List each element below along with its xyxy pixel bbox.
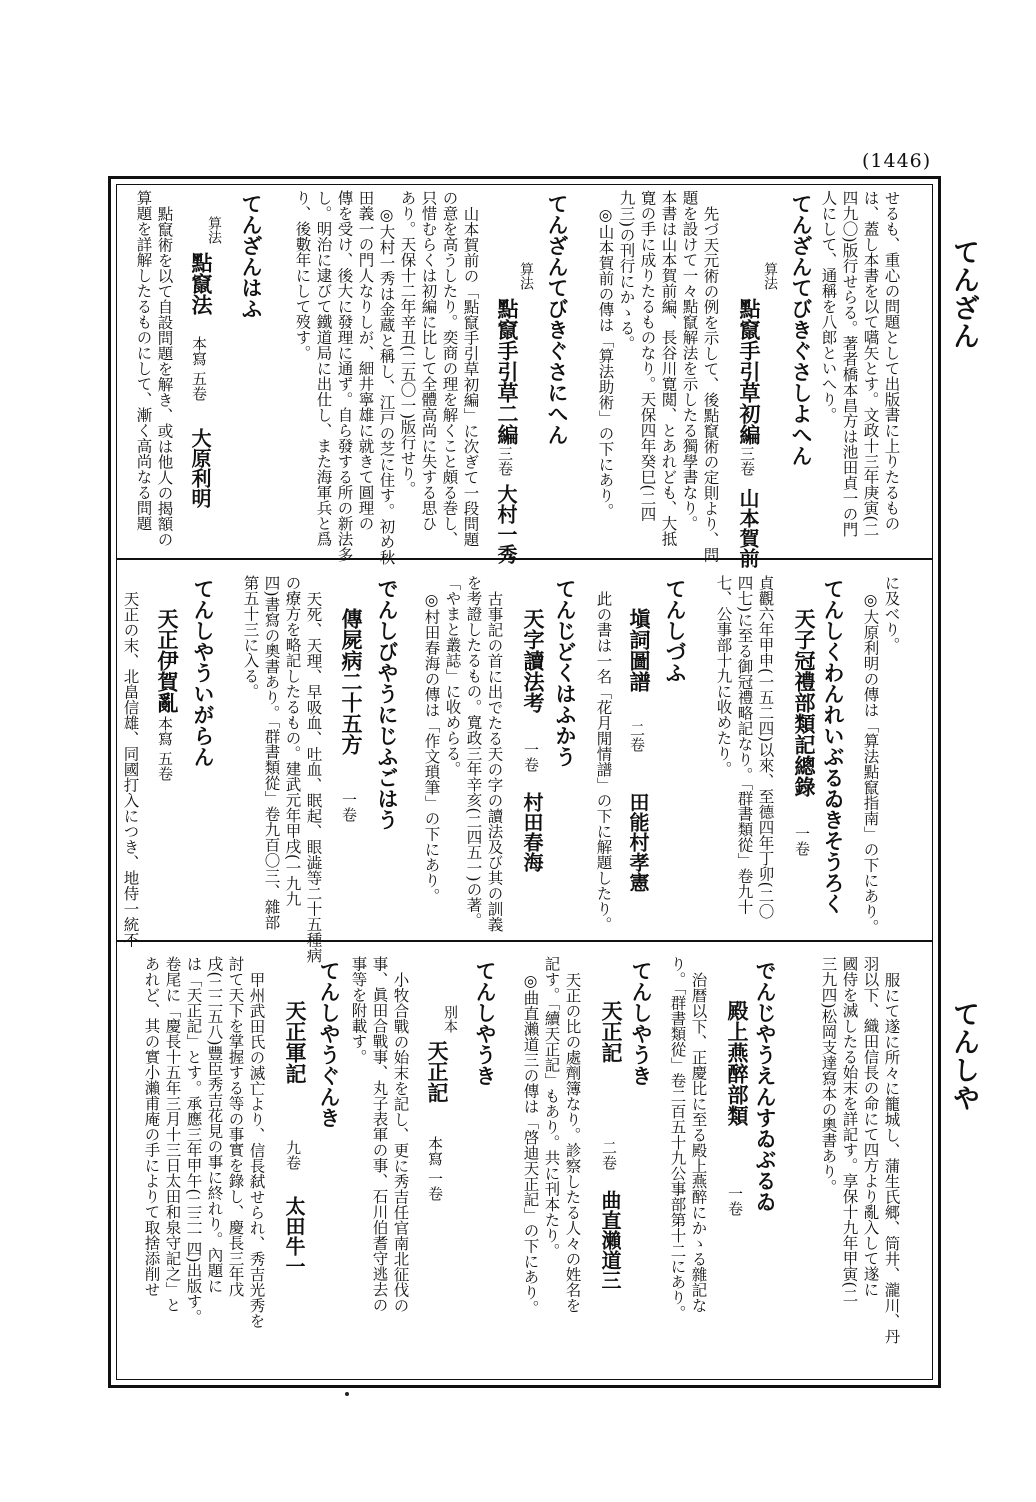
text-column: 三九四)松岡支達寫本の奧書あり。 (819, 956, 838, 1195)
entry-prefix: 別本 (442, 1005, 458, 1033)
entry-author: 山本賀前 (736, 488, 760, 568)
entry-volumes: 二卷 (628, 722, 646, 752)
entry-title: 天正伊賀亂 (155, 608, 180, 713)
entry-title: 天正記 (425, 1040, 450, 1103)
text-column: 事、眞田合戰事、丸子表軍の事、石川伯耆守逃去の (370, 956, 389, 1313)
text-column: 寛の手に成りたるものなり。天保四年癸巳(二四 (638, 190, 657, 522)
entry-volumes: 本寫 五卷 (156, 716, 174, 781)
entry-volumes: 一卷 (726, 1186, 744, 1216)
text-column: ◎山本賀前の傳は「算法助術」の下にあり。 (596, 206, 615, 519)
text-column: 服にて遂に所々に籠城し、蒲生氏郷、筒井、瀧川、丹 (882, 972, 901, 1344)
entry-headword: てんしやういがらん (191, 578, 216, 767)
text-column: 四七)に至る御冠禮略記なり。「群書類從」卷九十 (735, 575, 754, 915)
entry-title: 點竄手引草初編 (737, 298, 762, 445)
entry-title: 天正軍記 (283, 1000, 308, 1084)
page-number: (1446) (862, 150, 932, 172)
entry-headword: てんしづふ (663, 578, 688, 683)
text-column: 四九〇)版行せらる。著者橋本昌方は池田貞一の門 (840, 190, 859, 538)
entry-volumes: 本寫 五卷 (190, 336, 208, 401)
text-column: 傳を受け、後大に發理に通ず。自ら發する所の新法多 (335, 190, 354, 562)
entry-headword: てんしやうぐんき (317, 960, 342, 1128)
text-column: ◎大原利明の傳は「算法點竄指南」の下にあり。 (861, 591, 880, 935)
entry-volumes: 一卷 (522, 742, 540, 772)
entry-title: 點竄手引草二編 (495, 298, 520, 445)
text-column: 卷尾に「慶長十五年三月十三日太田和泉守記之」と (163, 956, 182, 1313)
entry-title: 天正記 (599, 1000, 624, 1063)
text-column: 治暦以下、正慶比に至る殿上燕醉にかゝる雜記な (689, 972, 708, 1313)
text-column: り。「群書類從」卷二百五十九公事部第十二にあり。 (668, 956, 687, 1321)
entry-volumes: 九卷 (284, 1140, 302, 1170)
entry-title: 點竄法 (189, 252, 214, 315)
text-column: ◎曲直瀨道三の傳は「啓迪天正記」の下にあり。 (521, 972, 540, 1316)
text-column: 人にして、通稱を八郎といへり。 (819, 190, 838, 423)
entry-prefix: 算法 (762, 262, 778, 290)
entry-title: 塡詞圖譜 (627, 608, 652, 692)
text-column: せるも、重心の問題として出版書に上りたるもの (882, 190, 901, 531)
entry-title: 天子冠禮部類記總錄 (792, 608, 817, 797)
entry-title: 傳屍病二十五方 (339, 608, 364, 755)
text-column: 山本賀前の「點竄手引草初編」に次ぎて一段問題 (461, 206, 480, 547)
text-column: 天正の末、北畠信雄、同國打入につき、地侍一統不 (121, 591, 140, 948)
text-column: 戌(二二五八)豐臣秀吉花見の事に終れり。內題に (205, 956, 224, 1294)
text-column: あり。天保十二年辛丑(二五〇一)版行せり。 (398, 190, 417, 497)
entry-author: 村田春海 (520, 792, 544, 872)
entry-author: 太田牛一 (282, 1196, 306, 1276)
entry-title: 天字讀法考 (521, 608, 546, 713)
text-column: 天正の比の處劑簿なり。診察したる人々の姓名を (563, 972, 582, 1313)
text-column: 小牧合戰の始末を記し、更に秀吉任官南北征伐の (391, 972, 410, 1313)
text-column: 天死、天理、早吸血、吐血、眠起、眼澁等二十五種病 (304, 591, 323, 963)
text-column: 七、公事部十九に收めたり。 (714, 575, 733, 777)
text-column: 羽以下、織田信長の命にて四方より亂入して遂に (861, 956, 880, 1297)
entry-headword: てんざんてびきぐさにへん (545, 193, 570, 445)
text-column: 先づ天元術の例を示して、後點竄術の定則より、問 (701, 206, 720, 563)
section-divider-2 (116, 940, 933, 942)
text-column: は、蓋し本書を以て嚆矢とす。文政十三年庚寅(二 (861, 190, 880, 538)
text-column: し。明治に逮びて鐵道局に出仕し、また海軍兵と爲 (314, 190, 333, 547)
text-column: 「やまと叢誌」に收めらる。 (443, 575, 462, 777)
text-column: の意を高うしたり。奕商の理を解くこと頗る巻し、 (440, 190, 459, 547)
entry-prefix: 算法 (206, 216, 222, 244)
entry-author: 田能村孝憲 (626, 792, 650, 892)
text-column: 記す。「續天正記」もあり。共に刊本たり。 (542, 956, 561, 1259)
entry-volumes: 三卷 (496, 446, 514, 476)
text-column: 算題を詳解したるものにして、漸く高尚なる問題 (134, 190, 153, 531)
text-column: 本書は山本賀前編、長谷川寛閲、とあれども、大抵 (659, 190, 678, 547)
entry-headword: てんざんはふ (239, 193, 264, 319)
text-column: 第五十三に入る。 (241, 575, 260, 699)
entry-headword: てんじどくはふかう (553, 578, 578, 767)
entry-prefix: 算法 (518, 262, 534, 290)
text-column: 此の書は一名「花月閒情譜」の下に解題したり。 (594, 591, 613, 932)
entry-headword: てんしくわんれいぶるゐきそうろく (821, 578, 846, 914)
entry-author: 大原利明 (188, 428, 212, 508)
entry-volumes: 三卷 (738, 446, 756, 476)
entry-headword: てんしやうき (473, 960, 498, 1086)
entry-author: 曲直瀨道三 (598, 1190, 622, 1290)
text-column: 四)書寫の奧書あり。「群書類從」卷九百〇三、雜部 (262, 575, 281, 930)
text-column: ◎村田春海の傳は「作文瑣筆」の下にあり。 (422, 591, 441, 904)
text-column: は「天正記」とす。承應三年甲午(二三一四)出版す。 (184, 956, 203, 1325)
text-column: 田義一の門人なりしが、細井寧雄に就きて圓理の (356, 190, 375, 531)
entry-volumes: 本寫 一卷 (426, 1136, 444, 1201)
text-column: に及べり。 (882, 575, 901, 653)
text-column: 甲州武田氏の滅亡より、信長弑せられ、秀吉光秀を (247, 972, 266, 1329)
entry-volumes: 一卷 (793, 826, 811, 856)
entry-title: 殿上燕醉部類 (725, 1000, 750, 1126)
entry-headword: てんざんてびきぐさしよへん (789, 193, 814, 466)
entry-headword: てんしやうき (629, 960, 654, 1086)
entry-author: 大村一秀 (494, 484, 518, 564)
entry-volumes: 一卷 (340, 792, 358, 822)
text-column: 貞觀六年甲申(一五二四)以來、至德四年丁卯(二〇 (756, 575, 775, 919)
text-column: 題を設けて一々點竄解法を示したる獨學書なり。 (680, 190, 699, 531)
entry-volumes: 二卷 (600, 1140, 618, 1170)
running-head-tenshiya: てんしや (948, 1000, 979, 1112)
text-column: あれど、其の實小瀨甫庵の手によりて取捨添削せ (142, 956, 161, 1297)
text-column: 事等を附載す。 (349, 956, 368, 1065)
section-divider-1 (116, 558, 933, 560)
text-column: 點竄術を以て自設問題を解き、或は他人の揭額の (155, 206, 174, 547)
text-column: 國侍を滅したる始末を詳記す。享保十九年甲寅(二 (840, 956, 859, 1304)
entry-headword: でんじやうえんすゐぶるゐ (753, 960, 778, 1212)
running-head-tenzan: てんざん (948, 238, 979, 350)
text-column: の療方を略記したるもの。建武元年甲戌(一九九 (283, 575, 302, 907)
text-column: 只惜むらくは初編に比して全體高尚に失する思ひ (419, 190, 438, 531)
text-column: 九三)の刊行にかゝる。 (617, 190, 636, 352)
print-speck (345, 1392, 349, 1396)
text-column: 古事記の首に出でたる天の字の讀法及び其の訓義 (485, 591, 504, 932)
text-column: ◎大村一秀は金蔵と稱し、江戸の芝に住す。初め秋 (377, 206, 396, 565)
text-column: り、後數年にして歿す。 (293, 190, 312, 361)
text-column: 討て天下を掌握する等の事實を錄し、慶長三年戊 (226, 956, 245, 1297)
entry-headword: でんしびやうにじふごはう (375, 578, 400, 830)
text-column: を考證したるもの。寬政三年辛亥(二四五一)の著。 (464, 575, 483, 929)
